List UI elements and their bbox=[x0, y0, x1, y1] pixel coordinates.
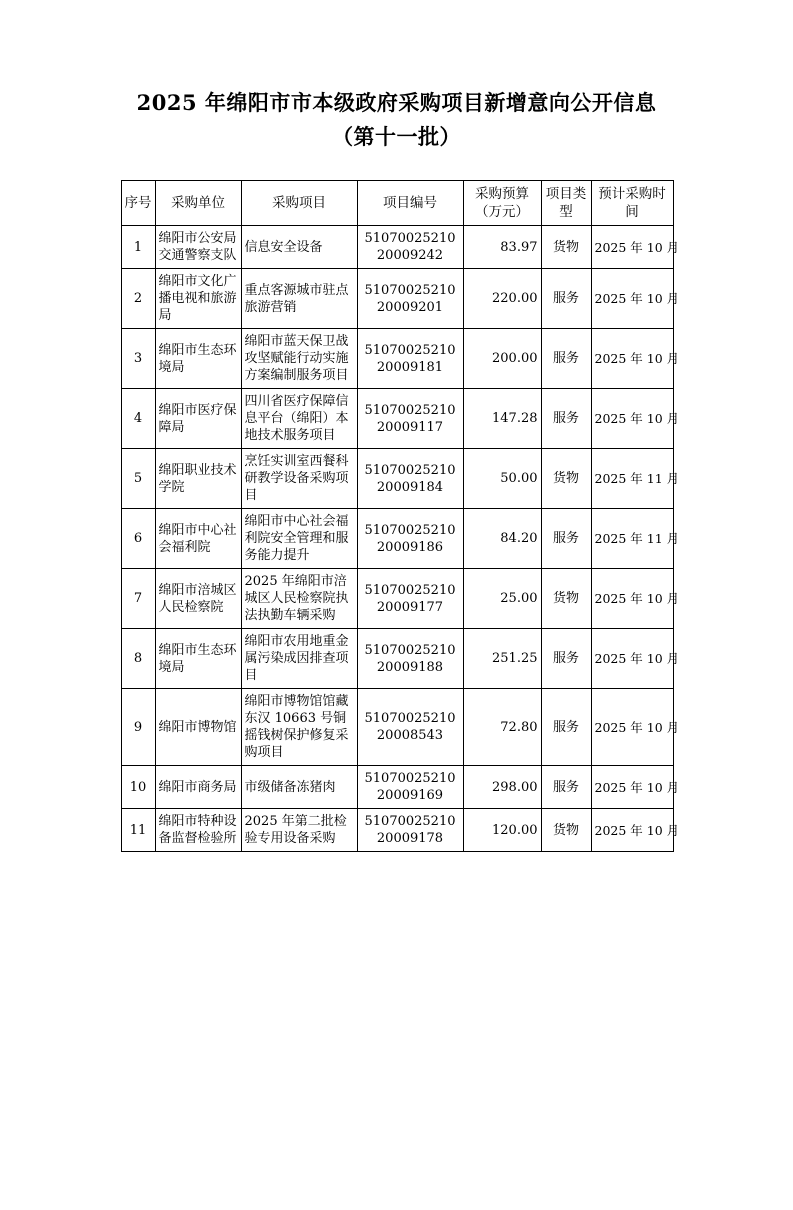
cell-unit: 绵阳市文化广播电视和旅游局 bbox=[155, 269, 241, 329]
table-header-row bbox=[121, 181, 673, 226]
cell-type: 服务 bbox=[541, 629, 591, 689]
cell-budget: 83.97 bbox=[463, 226, 541, 269]
cell-budget: 25.00 bbox=[463, 569, 541, 629]
cell-number: 5107002521020009242 bbox=[357, 226, 463, 269]
cell-time: 2025 年 10 月 bbox=[591, 226, 673, 269]
cell-number: 5107002521020009169 bbox=[357, 766, 463, 809]
cell-unit: 绵阳职业技术学院 bbox=[155, 449, 241, 509]
cell-budget: 200.00 bbox=[463, 329, 541, 389]
cell-number: 5107002521020009201 bbox=[357, 269, 463, 329]
cell-unit: 绵阳市商务局 bbox=[155, 766, 241, 809]
column-header-index: 序号 bbox=[121, 181, 155, 226]
table-row bbox=[121, 809, 673, 852]
cell-index: 1 bbox=[121, 226, 155, 269]
table-header bbox=[121, 181, 673, 226]
cell-project: 四川省医疗保障信息平台（绵阳）本地技术服务项目 bbox=[241, 389, 357, 449]
cell-index: 5 bbox=[121, 449, 155, 509]
cell-budget: 50.00 bbox=[463, 449, 541, 509]
cell-budget: 251.25 bbox=[463, 629, 541, 689]
cell-unit: 绵阳市公安局交通警察支队 bbox=[155, 226, 241, 269]
cell-budget: 120.00 bbox=[463, 809, 541, 852]
cell-number: 5107002521020008543 bbox=[357, 689, 463, 766]
cell-project: 绵阳市农用地重金属污染成因排查项目 bbox=[241, 629, 357, 689]
cell-type: 服务 bbox=[541, 329, 591, 389]
table-row bbox=[121, 689, 673, 766]
cell-time: 2025 年 11 月 bbox=[591, 509, 673, 569]
cell-project: 市级储备冻猪肉 bbox=[241, 766, 357, 809]
cell-type: 货物 bbox=[541, 449, 591, 509]
cell-time: 2025 年 10 月 bbox=[591, 809, 673, 852]
cell-time: 2025 年 10 月 bbox=[591, 766, 673, 809]
cell-unit: 绵阳市生态环境局 bbox=[155, 629, 241, 689]
cell-time: 2025 年 10 月 bbox=[591, 269, 673, 329]
cell-budget: 220.00 bbox=[463, 269, 541, 329]
cell-unit: 绵阳市生态环境局 bbox=[155, 329, 241, 389]
cell-time: 2025 年 10 月 bbox=[591, 689, 673, 766]
table-row bbox=[121, 269, 673, 329]
cell-type: 服务 bbox=[541, 389, 591, 449]
cell-type: 服务 bbox=[541, 269, 591, 329]
cell-project: 2025 年绵阳市涪城区人民检察院执法执勤车辆采购 bbox=[241, 569, 357, 629]
cell-project: 绵阳市中心社会福利院安全管理和服务能力提升 bbox=[241, 509, 357, 569]
table-row bbox=[121, 509, 673, 569]
cell-unit: 绵阳市博物馆 bbox=[155, 689, 241, 766]
cell-index: 4 bbox=[121, 389, 155, 449]
cell-type: 货物 bbox=[541, 226, 591, 269]
cell-number: 5107002521020009177 bbox=[357, 569, 463, 629]
page-subtitle: （第十一批） bbox=[332, 124, 461, 149]
column-header-type: 项目类型 bbox=[541, 181, 591, 226]
cell-type: 货物 bbox=[541, 569, 591, 629]
cell-index: 8 bbox=[121, 629, 155, 689]
cell-number: 5107002521020009117 bbox=[357, 389, 463, 449]
cell-budget: 298.00 bbox=[463, 766, 541, 809]
column-header-unit: 采购单位 bbox=[155, 181, 241, 226]
cell-project: 信息安全设备 bbox=[241, 226, 357, 269]
cell-type: 服务 bbox=[541, 689, 591, 766]
cell-time: 2025 年 11 月 bbox=[591, 449, 673, 509]
column-header-budget: 采购预算（万元） bbox=[463, 181, 541, 226]
document-page bbox=[0, 88, 793, 1210]
cell-index: 2 bbox=[121, 269, 155, 329]
procurement-table-wrapper bbox=[121, 180, 680, 852]
table-row bbox=[121, 449, 673, 509]
cell-index: 7 bbox=[121, 569, 155, 629]
table-row bbox=[121, 629, 673, 689]
cell-project: 绵阳市博物馆馆藏东汉 10663 号铜摇钱树保护修复采购项目 bbox=[241, 689, 357, 766]
cell-time: 2025 年 10 月 bbox=[591, 569, 673, 629]
cell-type: 货物 bbox=[541, 809, 591, 852]
cell-unit: 绵阳市医疗保障局 bbox=[155, 389, 241, 449]
cell-project: 烹饪实训室西餐科研教学设备采购项目 bbox=[241, 449, 357, 509]
cell-index: 10 bbox=[121, 766, 155, 809]
cell-time: 2025 年 10 月 bbox=[591, 329, 673, 389]
cell-number: 5107002521020009178 bbox=[357, 809, 463, 852]
table-row bbox=[121, 569, 673, 629]
cell-type: 服务 bbox=[541, 509, 591, 569]
cell-time: 2025 年 10 月 bbox=[591, 389, 673, 449]
cell-index: 3 bbox=[121, 329, 155, 389]
cell-type: 服务 bbox=[541, 766, 591, 809]
cell-number: 5107002521020009186 bbox=[357, 509, 463, 569]
table-row bbox=[121, 329, 673, 389]
cell-project: 绵阳市蓝天保卫战攻坚赋能行动实施方案编制服务项目 bbox=[241, 329, 357, 389]
table-row bbox=[121, 389, 673, 449]
cell-project: 2025 年第二批检验专用设备采购 bbox=[241, 809, 357, 852]
table-row bbox=[121, 766, 673, 809]
column-header-time: 预计采购时间 bbox=[591, 181, 673, 226]
table-row bbox=[121, 226, 673, 269]
cell-index: 9 bbox=[121, 689, 155, 766]
cell-project: 重点客源城市驻点旅游营销 bbox=[241, 269, 357, 329]
cell-time: 2025 年 10 月 bbox=[591, 629, 673, 689]
column-header-number: 项目编号 bbox=[357, 181, 463, 226]
column-header-project: 采购项目 bbox=[241, 181, 357, 226]
cell-unit: 绵阳市涪城区人民检察院 bbox=[155, 569, 241, 629]
cell-budget: 72.80 bbox=[463, 689, 541, 766]
procurement-table bbox=[121, 180, 680, 852]
cell-unit: 绵阳市中心社会福利院 bbox=[155, 509, 241, 569]
cell-budget: 84.20 bbox=[463, 509, 541, 569]
cell-number: 5107002521020009188 bbox=[357, 629, 463, 689]
page-title: 2025 年绵阳市市本级政府采购项目新增意向公开信息 bbox=[136, 90, 657, 115]
cell-index: 11 bbox=[121, 809, 155, 852]
cell-number: 5107002521020009184 bbox=[357, 449, 463, 509]
table-body bbox=[121, 226, 680, 852]
cell-index: 6 bbox=[121, 509, 155, 569]
cell-number: 5107002521020009181 bbox=[357, 329, 463, 389]
cell-budget: 147.28 bbox=[463, 389, 541, 449]
cell-unit: 绵阳市特种设备监督检验所 bbox=[155, 809, 241, 852]
